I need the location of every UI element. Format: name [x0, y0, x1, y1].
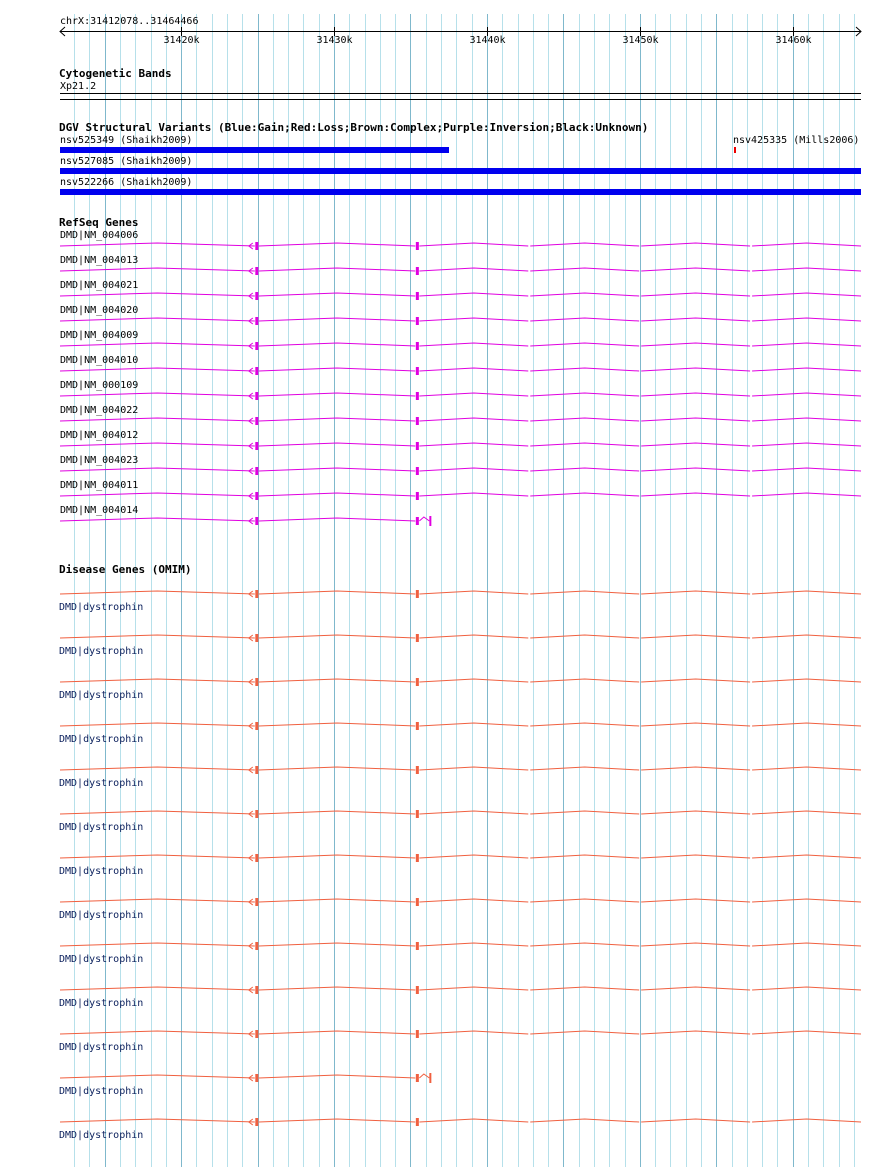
intron-line — [419, 987, 528, 990]
intron-line — [259, 243, 416, 246]
intron-line — [530, 243, 639, 246]
refseq-transcript-model — [0, 486, 890, 506]
refseq-transcript-model — [0, 436, 890, 456]
intron-line — [419, 635, 528, 638]
exon-block — [416, 242, 419, 250]
intron-line — [259, 393, 416, 396]
intron-line — [60, 943, 255, 946]
exon-block — [416, 492, 419, 500]
omim-gene-label: DMD|dystrophin — [59, 1130, 144, 1141]
exon-block — [416, 267, 419, 275]
intron-line — [60, 343, 255, 346]
exon-block — [255, 1118, 258, 1126]
intron-line — [419, 1074, 429, 1078]
refseq-transcript-model — [0, 311, 890, 331]
intron-line — [259, 468, 416, 471]
dgv-track-title: DGV Structural Variants (Blue:Gain;Red:Loss;Brown:Complex;Purple:Inversion;Black:Unknown) — [59, 121, 649, 134]
exon-block — [255, 467, 258, 475]
intron-line — [419, 1119, 528, 1122]
intron-line — [60, 518, 255, 521]
intron-line — [60, 855, 255, 858]
intron-line — [60, 493, 255, 496]
intron-line — [641, 679, 750, 682]
omim-gene-model — [0, 892, 890, 912]
intron-line — [530, 418, 639, 421]
intron-line — [419, 393, 528, 396]
intron-line — [641, 943, 750, 946]
omim-gene-model — [0, 716, 890, 736]
dgv-variant-bar — [734, 147, 736, 153]
exon-block — [416, 392, 419, 400]
exon-block — [416, 898, 419, 906]
refseq-transcript-label: DMD|NM_004009 — [60, 330, 139, 341]
omim-gene-label: DMD|dystrophin — [59, 778, 144, 789]
exon-block — [416, 722, 419, 730]
intron-line — [419, 943, 528, 946]
exon-block — [255, 392, 258, 400]
exon-block — [416, 810, 419, 818]
intron-line — [530, 493, 639, 496]
intron-line — [259, 268, 416, 271]
omim-gene-model — [0, 628, 890, 648]
exon-block — [416, 1030, 419, 1038]
intron-line — [530, 1119, 639, 1122]
refseq-transcript-model — [0, 386, 890, 406]
intron-line — [641, 243, 750, 246]
omim-gene-label: DMD|dystrophin — [59, 602, 144, 613]
exon-block — [416, 678, 419, 686]
intron-line — [259, 418, 416, 421]
omim-gene-label: DMD|dystrophin — [59, 998, 144, 1009]
refseq-transcript-label: DMD|NM_004006 — [60, 230, 139, 241]
intron-line — [419, 679, 528, 682]
refseq-transcript-label: DMD|NM_004012 — [60, 430, 139, 441]
intron-line — [259, 1119, 416, 1122]
omim-track-title: Disease Genes (OMIM) — [59, 563, 192, 576]
exon-block — [416, 467, 419, 475]
intron-line — [641, 1119, 750, 1122]
intron-line — [419, 418, 528, 421]
exon-block — [255, 517, 258, 525]
exon-block — [255, 417, 258, 425]
intron-line — [752, 635, 861, 638]
exon-block — [255, 766, 258, 774]
refseq-transcript-label: DMD|NM_004013 — [60, 255, 139, 266]
exon-block — [255, 267, 258, 275]
cytoband-bar-top — [60, 93, 861, 94]
omim-gene-label: DMD|dystrophin — [59, 822, 144, 833]
dgv-variant-label: nsv522266 (Shaikh2009) — [60, 177, 193, 188]
refseq-transcript-model — [0, 461, 890, 481]
intron-line — [419, 343, 528, 346]
refseq-transcript-label: DMD|NM_004023 — [60, 455, 139, 466]
ruler-tick-label: 31440k — [469, 35, 506, 46]
intron-line — [752, 493, 861, 496]
refseq-transcript-model — [0, 361, 890, 381]
exon-block — [255, 898, 258, 906]
refseq-transcript-label: DMD|NM_004021 — [60, 280, 139, 291]
exon-block — [416, 986, 419, 994]
intron-line — [530, 899, 639, 902]
intron-line — [419, 811, 528, 814]
intron-line — [752, 987, 861, 990]
intron-line — [530, 318, 639, 321]
intron-line — [641, 318, 750, 321]
exon-block — [255, 854, 258, 862]
intron-line — [752, 679, 861, 682]
intron-line — [530, 635, 639, 638]
intron-line — [419, 318, 528, 321]
intron-line — [60, 1075, 255, 1078]
intron-line — [530, 343, 639, 346]
intron-line — [641, 987, 750, 990]
exon-block — [255, 242, 258, 250]
exon-block — [416, 317, 419, 325]
dgv-variant-label: nsv425335 (Mills2006) — [733, 135, 860, 146]
intron-line — [530, 987, 639, 990]
exon-block — [416, 1074, 419, 1082]
intron-line — [419, 443, 528, 446]
intron-line — [60, 293, 255, 296]
intron-line — [60, 243, 255, 246]
dgv-variant-label: nsv525349 (Shaikh2009) — [60, 135, 193, 146]
intron-line — [419, 723, 528, 726]
intron-line — [259, 343, 416, 346]
exon-block — [416, 417, 419, 425]
intron-line — [259, 318, 416, 321]
ruler-axis — [0, 26, 890, 38]
exon-block — [429, 1073, 431, 1083]
intron-line — [60, 635, 255, 638]
ruler-tick-label: 31420k — [163, 35, 200, 46]
cytobands-track-title: Cytogenetic Bands — [59, 67, 172, 80]
omim-gene-model — [0, 672, 890, 692]
omim-gene-model — [0, 760, 890, 780]
refseq-transcript-label: DMD|NM_000109 — [60, 380, 139, 391]
intron-line — [419, 468, 528, 471]
intron-line — [752, 293, 861, 296]
omim-gene-model — [0, 584, 890, 604]
intron-line — [641, 591, 750, 594]
refseq-transcript-label: DMD|NM_004010 — [60, 355, 139, 366]
intron-line — [259, 443, 416, 446]
omim-gene-model — [0, 980, 890, 1000]
exon-block — [255, 986, 258, 994]
intron-line — [530, 443, 639, 446]
exon-block — [255, 317, 258, 325]
omim-gene-model — [0, 1112, 890, 1132]
intron-line — [530, 679, 639, 682]
exon-block — [416, 342, 419, 350]
intron-line — [259, 679, 416, 682]
intron-line — [259, 293, 416, 296]
intron-line — [419, 591, 528, 594]
omim-gene-label: DMD|dystrophin — [59, 734, 144, 745]
intron-line — [60, 723, 255, 726]
exon-block — [255, 442, 258, 450]
intron-line — [752, 368, 861, 371]
exon-block — [416, 634, 419, 642]
refseq-transcript-label: DMD|NM_004011 — [60, 480, 139, 491]
intron-line — [641, 767, 750, 770]
intron-line — [641, 368, 750, 371]
intron-line — [419, 517, 429, 521]
intron-line — [259, 635, 416, 638]
exon-block — [416, 942, 419, 950]
omim-gene-label: DMD|dystrophin — [59, 910, 144, 921]
refseq-transcript-label: DMD|NM_004022 — [60, 405, 139, 416]
intron-line — [752, 855, 861, 858]
exon-block — [416, 590, 419, 598]
dgv-variant-bar — [60, 147, 449, 153]
exon-block — [416, 517, 419, 525]
exon-block — [255, 1074, 258, 1082]
intron-line — [752, 723, 861, 726]
intron-line — [641, 343, 750, 346]
exon-block — [255, 942, 258, 950]
intron-line — [752, 393, 861, 396]
intron-line — [752, 943, 861, 946]
intron-line — [419, 855, 528, 858]
exon-block — [416, 1118, 419, 1126]
exon-block — [255, 722, 258, 730]
exon-block — [416, 367, 419, 375]
refseq-transcript-model — [0, 236, 890, 256]
intron-line — [259, 723, 416, 726]
omim-gene-label: DMD|dystrophin — [59, 1086, 144, 1097]
intron-line — [752, 767, 861, 770]
refseq-transcript-label: DMD|NM_004020 — [60, 305, 139, 316]
exon-block — [416, 292, 419, 300]
intron-line — [530, 723, 639, 726]
intron-line — [530, 1031, 639, 1034]
intron-line — [60, 767, 255, 770]
omim-gene-model — [0, 1068, 890, 1088]
exon-block — [416, 854, 419, 862]
omim-gene-label: DMD|dystrophin — [59, 690, 144, 701]
omim-gene-label: DMD|dystrophin — [59, 866, 144, 877]
intron-line — [60, 1031, 255, 1034]
intron-line — [530, 591, 639, 594]
intron-line — [259, 855, 416, 858]
intron-line — [530, 468, 639, 471]
intron-line — [641, 855, 750, 858]
cytoband-label: Xp21.2 — [60, 81, 97, 92]
intron-line — [641, 635, 750, 638]
intron-line — [752, 1031, 861, 1034]
ruler-tick-label: 31450k — [622, 35, 659, 46]
intron-line — [530, 293, 639, 296]
intron-line — [530, 368, 639, 371]
dgv-variant-bar — [60, 168, 861, 174]
exon-block — [255, 590, 258, 598]
intron-line — [60, 468, 255, 471]
intron-line — [259, 368, 416, 371]
omim-gene-model — [0, 936, 890, 956]
intron-line — [530, 943, 639, 946]
intron-line — [259, 1031, 416, 1034]
intron-line — [419, 243, 528, 246]
intron-line — [60, 368, 255, 371]
omim-gene-model — [0, 848, 890, 868]
intron-line — [752, 243, 861, 246]
intron-line — [641, 443, 750, 446]
exon-block — [255, 292, 258, 300]
intron-line — [641, 811, 750, 814]
exon-block — [255, 492, 258, 500]
refseq-transcript-model — [0, 336, 890, 356]
exon-block — [255, 634, 258, 642]
exon-block — [255, 367, 258, 375]
intron-line — [60, 591, 255, 594]
intron-line — [60, 679, 255, 682]
intron-line — [641, 393, 750, 396]
intron-line — [752, 418, 861, 421]
ruler-tick-label: 31460k — [775, 35, 812, 46]
intron-line — [419, 368, 528, 371]
intron-line — [259, 987, 416, 990]
refseq-transcript-model — [0, 261, 890, 281]
intron-line — [530, 855, 639, 858]
intron-line — [259, 899, 416, 902]
intron-line — [641, 293, 750, 296]
intron-line — [641, 268, 750, 271]
intron-line — [259, 591, 416, 594]
refseq-transcript-model — [0, 286, 890, 306]
intron-line — [752, 268, 861, 271]
omim-gene-label: DMD|dystrophin — [59, 1042, 144, 1053]
region-label: chrX:31412078..31464466 — [60, 16, 199, 27]
intron-line — [60, 418, 255, 421]
intron-line — [530, 767, 639, 770]
dgv-variant-bar — [60, 189, 861, 195]
refseq-track-title: RefSeq Genes — [59, 216, 139, 229]
intron-line — [60, 899, 255, 902]
intron-line — [752, 318, 861, 321]
intron-line — [259, 493, 416, 496]
intron-line — [419, 767, 528, 770]
intron-line — [530, 268, 639, 271]
exon-block — [416, 766, 419, 774]
intron-line — [641, 1031, 750, 1034]
dgv-variant-label: nsv527085 (Shaikh2009) — [60, 156, 193, 167]
intron-line — [641, 418, 750, 421]
omim-gene-label: DMD|dystrophin — [59, 954, 144, 965]
intron-line — [419, 268, 528, 271]
intron-line — [752, 1119, 861, 1122]
intron-line — [752, 591, 861, 594]
intron-line — [259, 767, 416, 770]
intron-line — [60, 1119, 255, 1122]
refseq-transcript-label: DMD|NM_004014 — [60, 505, 139, 516]
ruler-tick-label: 31430k — [316, 35, 353, 46]
intron-line — [641, 468, 750, 471]
intron-line — [60, 811, 255, 814]
intron-line — [641, 723, 750, 726]
intron-line — [419, 1031, 528, 1034]
intron-line — [752, 468, 861, 471]
intron-line — [259, 518, 416, 521]
intron-line — [752, 443, 861, 446]
exon-block — [416, 442, 419, 450]
intron-line — [752, 899, 861, 902]
intron-line — [530, 393, 639, 396]
exon-block — [255, 1030, 258, 1038]
intron-line — [419, 899, 528, 902]
omim-gene-model — [0, 1024, 890, 1044]
exon-block — [255, 678, 258, 686]
intron-line — [60, 987, 255, 990]
intron-line — [259, 943, 416, 946]
intron-line — [752, 811, 861, 814]
intron-line — [530, 811, 639, 814]
intron-line — [60, 443, 255, 446]
intron-line — [60, 268, 255, 271]
omim-gene-model — [0, 804, 890, 824]
intron-line — [259, 1075, 416, 1078]
intron-line — [641, 899, 750, 902]
exon-block — [429, 516, 431, 526]
omim-gene-label: DMD|dystrophin — [59, 646, 144, 657]
intron-line — [641, 493, 750, 496]
intron-line — [60, 393, 255, 396]
exon-block — [255, 342, 258, 350]
intron-line — [419, 293, 528, 296]
intron-line — [752, 343, 861, 346]
exon-block — [255, 810, 258, 818]
cytoband-bar-bottom — [60, 99, 861, 100]
intron-line — [60, 318, 255, 321]
refseq-transcript-model — [0, 411, 890, 431]
intron-line — [419, 493, 528, 496]
intron-line — [259, 811, 416, 814]
refseq-transcript-model — [0, 511, 890, 531]
